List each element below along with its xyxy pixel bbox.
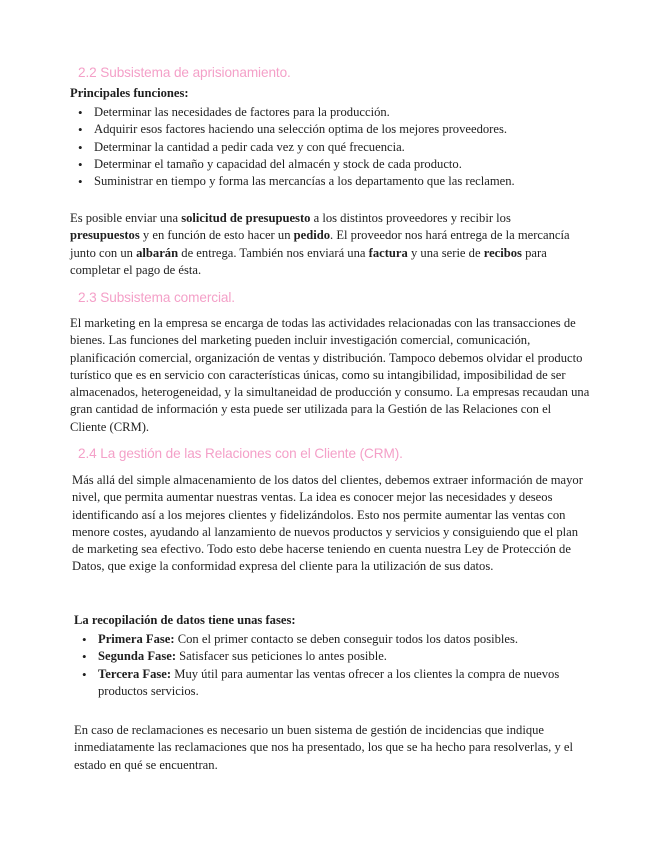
bold-term: albarán: [136, 245, 179, 260]
list-item: • Determinar el tamaño y capacidad del almacén y stock de cada producto.: [72, 156, 632, 173]
list-item: • Adquirir esos factores haciendo una selección optima de los mejores proveedores.: [72, 121, 632, 138]
section-2-2-heading: 2.2 Subsistema de aprisionamiento.: [78, 65, 291, 80]
phases-list: [76, 631, 594, 700]
procurement-paragraph: [70, 210, 580, 279]
bold-term: factura: [368, 245, 408, 260]
phase-text: Muy útil para aumentar las ventas ofrecer a los clientes la compra de nuevos productos servicios.: [98, 666, 560, 698]
list-item: [76, 648, 594, 665]
text-run: Es posible enviar una: [70, 211, 182, 225]
bold-term: presupuestos: [70, 228, 140, 243]
phase-label: Tercera Fase:: [98, 666, 172, 681]
phase-label: Primera Fase:: [98, 632, 175, 646]
list-item: • Suministrar en tiempo y forma las mercancías a los departamento que las reclamen.: [72, 173, 632, 190]
text-run: y una serie de: [407, 245, 484, 260]
functions-list: [72, 104, 632, 190]
marketing-paragraph: El marketing en la empresa se encarga de todas las actividades relacionadas con las transacciones de bienes. Las funciones del marketing pueden incluir investigación comercial, comunicación, planificación comercial, organización de ventas y distribución. Tampoco debemos olvidar el producto turístico que es en servicio con características únicas, como su intangibilidad, imposibilidad de ser almacenados, heterogeneidad, y la simultaneidad de producción y consumo. La empresas recaudan una gran cantidad de información y esta puede ser utilizada para la Gestión de las Relaciones con el Cliente (CRM).: [70, 316, 590, 434]
phase-text: Con el primer contacto se deben conseguir todos los datos posibles.: [174, 632, 519, 646]
text-run: y en función de esto hacer un: [139, 228, 294, 243]
list-item: • Determinar la cantidad a pedir cada vez y con qué frecuencia.: [72, 139, 632, 156]
section-2-4-heading: 2.4 La gestión de las Relaciones con el Cliente (CRM).: [78, 446, 403, 461]
bold-term: pedido: [293, 228, 331, 243]
text-run: a los distintos proveedores y recibir los: [310, 211, 511, 225]
list-item: [76, 631, 594, 648]
data-phases-label: La recopilación de datos tiene unas fases:: [74, 613, 296, 627]
section-2-3-heading: 2.3 Subsistema comercial.: [78, 290, 235, 305]
principal-functions-label: Principales funciones:: [70, 86, 189, 100]
list-item: [76, 666, 594, 701]
text-run: para completar el pago de ésta.: [70, 245, 547, 277]
text-run: . El proveedor nos hará entrega de la mercancía junto con un: [70, 228, 570, 260]
phase-text: Satisfacer sus peticiones lo antes posible.: [176, 649, 387, 664]
claims-paragraph: En caso de reclamaciones es necesario un buen sistema de gestión de incidencias que indique inmediatamente las reclamaciones que nos ha presentado, los que se ha hecho para resolverlas, y el estado en qué se encuentran.: [74, 723, 574, 772]
crm-paragraph: Más allá del simple almacenamiento de los datos del clientes, debemos extraer información de mayor nivel, que permita aumentar nuestras ventas. La idea es conocer mejor las necesidades y deseos identificando así a los mejores clientes y fidelizándolos. Esto nos permite aumentar las ventas con menore costes, ayudando al lanzamiento de nuevos productos y servicios y consiguiendo que el plan de marketing sea efectivo. Todo esto debe hacerse teniendo en cuenta nuestra Ley de Protección de Datos, que exige la conformidad expresa del cliente para la utilización de sus datos.: [72, 473, 583, 574]
phase-label: Segunda Fase:: [98, 649, 177, 664]
list-item: • Determinar las necesidades de factores para la producción.: [72, 104, 632, 121]
bold-term: solicitud de presupuesto: [181, 211, 311, 225]
text-run: de entrega. También nos enviará una: [178, 245, 369, 260]
bold-term: recibos: [483, 245, 522, 260]
